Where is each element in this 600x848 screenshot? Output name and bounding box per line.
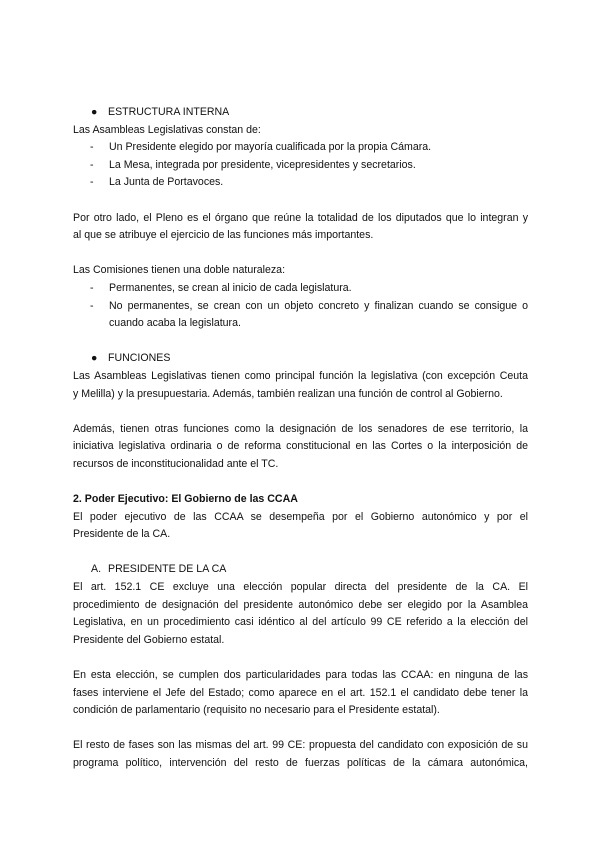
subsection-heading-presidente bbox=[73, 561, 528, 579]
paragraph-line: Las Asambleas Legislativas tienen como principal función la legislativa (con excepción Ceuta bbox=[73, 369, 528, 382]
bullet-icon: ● bbox=[91, 352, 98, 365]
dash-marker: - bbox=[90, 158, 94, 171]
list-item bbox=[73, 157, 528, 175]
paragraph-line: Además, tienen otras funciones como la designación de los senadores de ese territorio, la bbox=[73, 422, 528, 435]
section-heading-poder-ejecutivo: 2. Poder Ejecutivo: El Gobierno de las CCAA bbox=[73, 493, 298, 506]
paragraph-line: Las Comisiones tienen una doble naturaleza: bbox=[73, 264, 286, 277]
paragraph-line: condición de parlamentario (requisito no necesario para el Presidente estatal). bbox=[73, 704, 440, 717]
section-heading-funciones bbox=[73, 350, 528, 368]
dash-marker: - bbox=[90, 176, 94, 189]
paragraph-line: fases interviene el Jefe del Estado; como aparece en el art. 152.1 el candidato debe tener la bbox=[73, 686, 528, 699]
paragraph-line: El poder ejecutivo de las CCAA se desempeña por el Gobierno autonómico y por el bbox=[73, 510, 528, 523]
list-item-text: Un Presidente elegido por mayoría cualificada por la propia Cámara. bbox=[109, 141, 432, 154]
paragraph-line: En esta elección, se cumplen dos particularidades para todas las CCAA: en ninguna de las bbox=[73, 669, 528, 681]
paragraph-line: al que se atribuye el ejercicio de las funciones más importantes. bbox=[73, 229, 374, 242]
paragraph-line: Las Asambleas Legislativas constan de: bbox=[73, 123, 261, 136]
paragraph-line: iniciativa legislativa ordinaria o de reforma constitucional en las Cortes o la interposición de bbox=[73, 440, 528, 453]
paragraph-line: Por otro lado, el Pleno es el órgano que reúne la totalidad de los diputados que lo integran y bbox=[73, 211, 528, 224]
list-item-text: La Mesa, integrada por presidente, vicepresidentes y secretarios. bbox=[109, 158, 416, 171]
bullet-icon: ● bbox=[91, 106, 98, 118]
document-body bbox=[73, 104, 528, 773]
list-item-continuation: cuando acaba la legislatura. bbox=[109, 317, 241, 330]
list-item bbox=[73, 174, 528, 192]
heading-text: ESTRUCTURA INTERNA bbox=[108, 106, 230, 118]
section-heading-estructura bbox=[73, 104, 528, 122]
list-item-text: La Junta de Portavoces. bbox=[109, 176, 224, 189]
paragraph-line: programa político, intervención del resto de fuerzas políticas de la cámara autonómica, bbox=[73, 756, 528, 769]
dash-marker: - bbox=[90, 141, 94, 154]
subsection-text: PRESIDENTE DE LA CA bbox=[108, 563, 227, 576]
paragraph-line: El art. 152.1 CE excluye una elección popular directa del presidente de la CA. El bbox=[73, 581, 528, 594]
list-item-text: No permanentes, se crean con un objeto concreto y finalizan cuando se consigue o bbox=[109, 299, 528, 312]
paragraph-line: recursos de inconstitucionalidad ante el TC. bbox=[73, 457, 279, 470]
list-item-text: Permanentes, se crean al inicio de cada legislatura. bbox=[109, 281, 352, 294]
paragraph-line: y Melilla) y la presupuestaria. Además, también realizan una función de control al Gobierno. bbox=[73, 387, 503, 400]
subsection-letter: A. bbox=[91, 563, 102, 576]
list-item bbox=[73, 139, 528, 157]
paragraph-line: Legislativa, en un procedimiento casi idéntico al del artículo 99 CE referido a la elección del bbox=[73, 616, 528, 629]
list-item bbox=[73, 280, 528, 298]
paragraph-line: El resto de fases son las mismas del art. 99 CE: propuesta del candidato con exposición de su bbox=[73, 739, 528, 752]
paragraph-line: procedimiento de designación del presidente autonómico debe ser elegido por la Asamblea bbox=[73, 598, 528, 611]
heading-text: FUNCIONES bbox=[108, 352, 171, 365]
dash-marker: - bbox=[90, 281, 94, 294]
paragraph-line: Presidente del Gobierno estatal. bbox=[73, 633, 225, 646]
paragraph-line: Presidente de la CA. bbox=[73, 528, 171, 541]
dash-marker: - bbox=[90, 299, 94, 312]
list-item bbox=[73, 298, 528, 316]
